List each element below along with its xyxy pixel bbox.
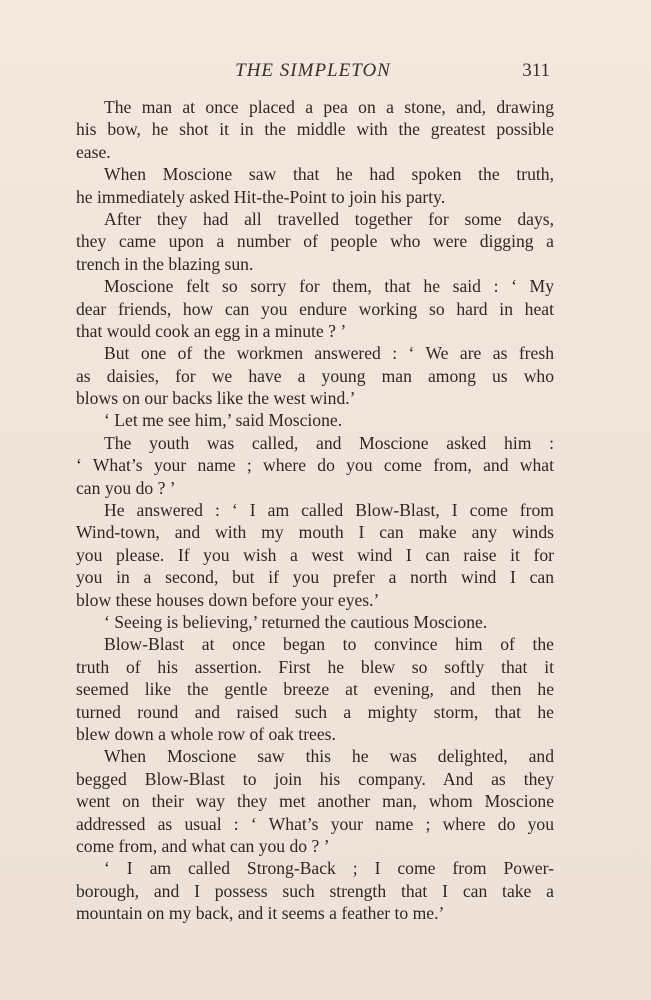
- text-line: as daisies, for we have a young man among us who: [76, 365, 554, 386]
- text-line: ‘ I am called Strong-Back ; I come from Power-: [104, 858, 554, 879]
- text-line: ease.: [76, 141, 111, 162]
- text-line: Blow-Blast at once began to convince him of the: [104, 634, 554, 655]
- text-line: his bow, he shot it in the middle with the greatest possible: [76, 119, 554, 140]
- text-line: addressed as usual : ‘ What’s your name ; where do you: [76, 813, 554, 834]
- body-text: [76, 96, 554, 924]
- text-line: he immediately asked Hit-the-Point to join his party.: [76, 186, 446, 207]
- text-line: can you do ? ’: [76, 477, 176, 498]
- text-line: ‘ Let me see him,’ said Moscione.: [104, 410, 343, 431]
- text-line: you please. If you wish a west wind I can raise it for: [76, 544, 554, 565]
- text-line: After they had all travelled together for some days,: [104, 208, 554, 229]
- text-line: He answered : ‘ I am called Blow-Blast, I come from: [104, 500, 554, 521]
- running-title: THE SIMPLETON: [235, 60, 391, 81]
- text-line: The youth was called, and Moscione asked him :: [104, 432, 554, 453]
- text-line: come from, and what can you do ? ’: [76, 835, 330, 856]
- text-line: trench in the blazing sun.: [76, 253, 254, 274]
- text-line: Wind-town, and with my mouth I can make any winds: [76, 522, 554, 543]
- text-line: mountain on my back, and it seems a feather to me.’: [76, 903, 445, 924]
- text-line: begged Blow-Blast to join his company. And as they: [76, 768, 554, 789]
- text-line: borough, and I possess such strength that I can take a: [76, 880, 554, 901]
- running-head: [76, 60, 550, 88]
- text-line: The man at once placed a pea on a stone, and, drawing: [104, 97, 554, 117]
- text-line: blew down a whole row of oak trees.: [76, 723, 336, 744]
- text-line: But one of the workmen answered : ‘ We are as fresh: [104, 343, 554, 364]
- text-line: When Moscione saw this he was delighted, and: [104, 746, 554, 767]
- text-line: you in a second, but if you prefer a north wind I can: [76, 567, 554, 588]
- text-line: went on their way they met another man, whom Moscione: [76, 791, 554, 812]
- text-line: they came upon a number of people who were digging a: [76, 231, 554, 252]
- text-line: When Moscione saw that he had spoken the truth,: [104, 164, 554, 185]
- text-line: turned round and raised such a mighty storm, that he: [76, 701, 554, 722]
- text-line: truth of his assertion. First he blew so softly that it: [76, 656, 554, 677]
- page-number: 311: [522, 60, 550, 81]
- text-line: blow these houses down before your eyes.’: [76, 589, 380, 610]
- text-line: that would cook an egg in a minute ? ’: [76, 320, 347, 341]
- text-line: ‘ Seeing is believing,’ returned the cautious Moscione.: [104, 611, 488, 632]
- text-line: Moscione felt so sorry for them, that he said : ‘ My: [104, 276, 554, 297]
- text-line: seemed like the gentle breeze at evening, and then he: [76, 679, 554, 700]
- text-line: dear friends, how can you endure working so hard in heat: [76, 298, 554, 319]
- text-line: blows on our backs like the west wind.’: [76, 388, 356, 409]
- text-line: ‘ What’s your name ; where do you come from, and what: [76, 455, 554, 476]
